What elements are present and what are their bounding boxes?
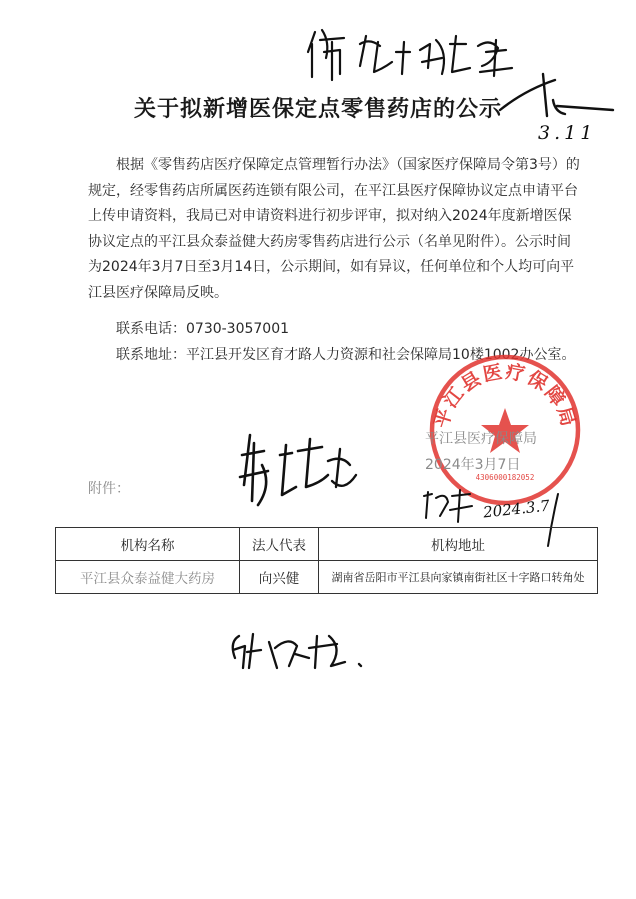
attachment-table (55, 527, 598, 594)
table-row (56, 561, 598, 594)
table-cell-name: 平江县众泰益健大药房 (56, 561, 240, 594)
handwritten-signature-small (418, 488, 478, 528)
table-cell-address: 湖南省岳阳市平江县向家镇南街社区十字路口转角处 (319, 561, 598, 594)
handwritten-signature-middle (232, 425, 362, 510)
body-paragraph: 根据《零售药店医疗保障定点管理暂行办法》（国家医疗保障局令第3号）的规定，经零售药店所属医药连锁有限公司，在平江县医疗保障协议定点申请平台上传申请资料，我局已对申请资料进行初步评审，拟对纳入2024年度新增医保协议定点的平江县众泰益健大药房零售药店进行公示（名单见附件）。公示时间为2024年3月7日至3月14日，公示期间，如有异议，任何单位和个人均可向平江县医疗保障局反映。 (88, 157, 580, 301)
attachment-label: 附件： (88, 481, 130, 497)
table-header-row (56, 528, 598, 561)
page-title: 关于拟新增医保定点零售药店的公示 (133, 97, 502, 122)
handwritten-sign-date: 2024.3.7 (482, 496, 551, 522)
seal-code: 4306000182052 (475, 473, 535, 482)
signer-org: 平江县医疗保障局 (425, 431, 537, 447)
contact-phone: 联系电话：0730-3057001 (116, 321, 290, 337)
signer-date: 2024年3月7日 (425, 457, 521, 473)
handwritten-date-top: 3.11 (538, 122, 597, 144)
contact-address: 联系地址：平江县开发区育才路人力资源和社会保障局10楼1002办公室。 (116, 347, 576, 363)
table-header: 机构名称 (56, 528, 240, 561)
table-header: 机构地址 (319, 528, 598, 561)
seal-text: 平江县医疗保障局 (430, 360, 580, 431)
table-header: 法人代表 (240, 528, 319, 561)
table-cell-rep: 向兴健 (240, 561, 319, 594)
handwritten-signature-bottom (225, 628, 375, 673)
